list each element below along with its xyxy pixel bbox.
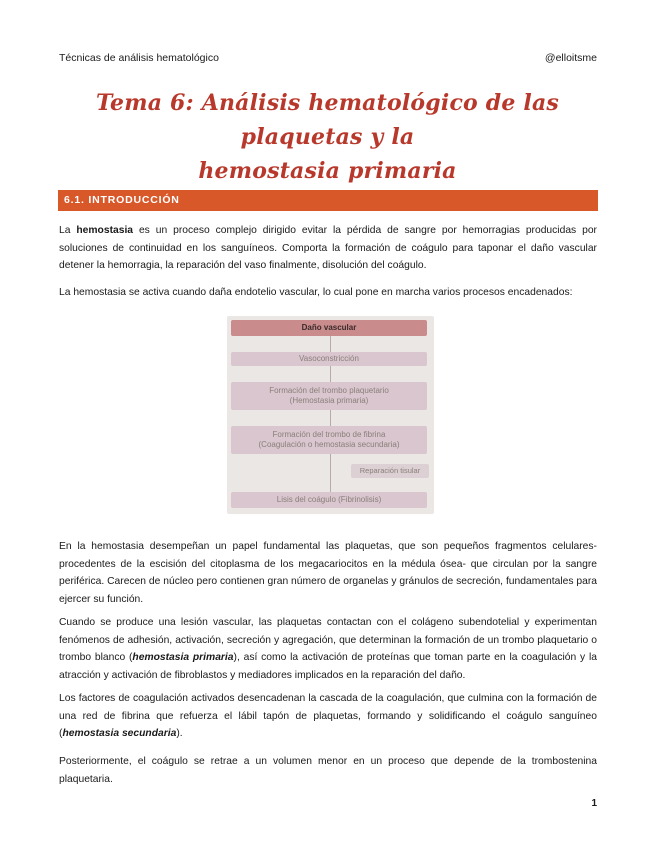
hemostasia-flow-figure: [227, 316, 434, 514]
figure-step-trombo-fibrina: [231, 426, 427, 454]
p4-text-a: Cuando se produce una lesión vascular, las plaquetas contactan con el colágeno subendotelial y experimentan fenómenos de adhesión, activación, secreción y agregación, que determinan la formación de un trombo plaquetario o trombo blanco (: [59, 617, 597, 663]
paragraph-2: La hemostasia se activa cuando daña endotelio vascular, lo cual pone en marcha varios procesos encadenados:: [59, 287, 573, 298]
figure-step-vasoconstriccion: Vasoconstricción: [231, 352, 427, 366]
paragraph-1: [59, 222, 597, 275]
p4-text-c: ), así como la activación de proteínas que toman parte en la coagulación y la atracción y activación de fibroblastos y mediadores implicados en la reparación del daño.: [59, 652, 597, 681]
document-header-left: Técnicas de análisis hematológico: [59, 52, 219, 64]
figure-step4-line2: (Coagulación o hemostasia secundaria): [258, 440, 400, 449]
document-header-right: @elloitsme: [544, 52, 597, 64]
p5-text-c: ).: [176, 728, 183, 739]
p4-term-hemostasia-primaria: hemostasia primaria: [132, 652, 234, 663]
figure-arrow: [330, 366, 331, 382]
p1-term-hemostasia: hemostasia: [76, 225, 134, 236]
figure-step4-line1: Formación del trombo de fibrina: [272, 430, 386, 439]
figure-arrow: [330, 410, 331, 426]
p1-text-a: La: [59, 225, 77, 236]
p5-text-a: Los factores de coagulación activados desencadenan la cascada de la coagulación, que culmina con la formación de una red de fibrina que refuerza el lábil tapón de plaquetas, formando y solidificando el coágulo sanguíneo (: [59, 693, 597, 739]
page-title-line1: Tema 6: Análisis hematológico de las plaquetas y la: [95, 90, 560, 150]
figure-step-reparacion-tisular: Reparación tisular: [351, 464, 429, 478]
paragraph-4: [59, 614, 597, 684]
section-header: 6.1. INTRODUCCIÓN: [58, 190, 598, 211]
p1-text-c: es un proceso complejo dirigido evitar la pérdida de sangre por hemorragias producidas por soluciones de continuidad en los sanguíneos. Comporta la formación de coágulo para taponar el daño vascular detener la hemorragia, la reparación del vaso finalmente, disolución del coágulo.: [59, 225, 597, 271]
page-number: 1: [591, 798, 597, 809]
figure-step3-line1: Formación del trombo plaquetario: [269, 386, 389, 395]
page-title: [40, 86, 615, 188]
paragraph-5: [59, 690, 597, 743]
figure-arrow: [330, 454, 331, 492]
paragraph-6: Posteriormente, el coágulo se retrae a un volumen menor en un proceso que depende de la trombostenina plaquetaria.: [59, 756, 597, 785]
figure-arrow: [330, 336, 331, 352]
figure-step-trombo-plaquetario: [231, 382, 427, 410]
figure-step-lisis-coagulo: Lisis del coágulo (Fibrinolisis): [231, 492, 427, 508]
paragraph-3: En la hemostasia desempeñan un papel fundamental las plaquetas, que son pequeños fragmentos celulares-procedentes de la escisión del citoplasma de los megacariocitos en la médula ósea- que circulan por la sangre periférica. Carecen de núcleo pero contienen gran número de organelas y gránulos de secreción, fundamentales para ejercer su función.: [59, 541, 597, 605]
page-title-line2: hemostasia primaria: [198, 158, 457, 184]
figure-step-dano-vascular: Daño vascular: [231, 320, 427, 336]
p5-term-hemostasia-secundaria: hemostasia secundaria: [62, 728, 177, 739]
figure-step3-line2: (Hemostasia primaria): [289, 396, 369, 405]
